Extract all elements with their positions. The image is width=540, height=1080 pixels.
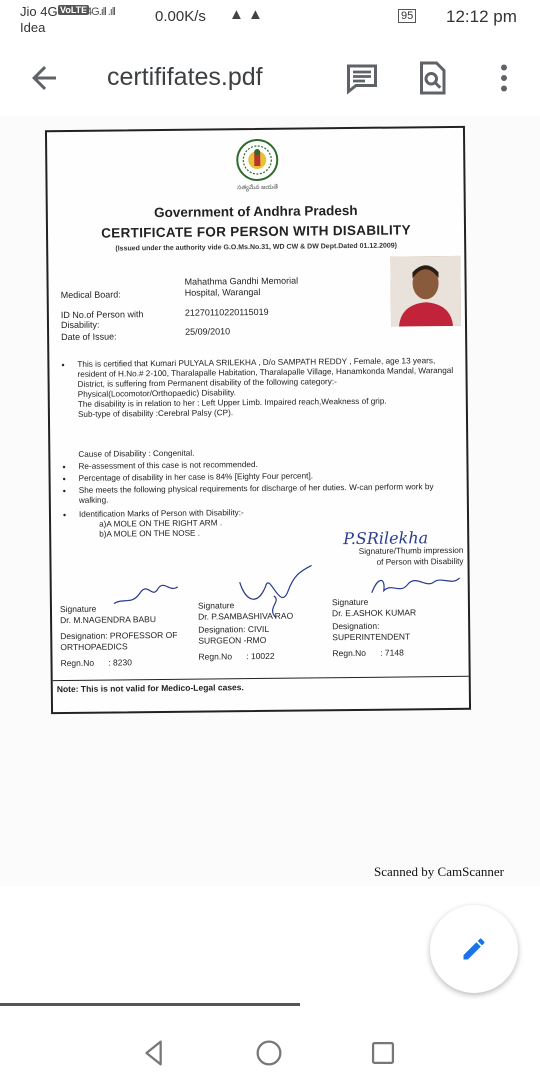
regn-value: : 8230 bbox=[108, 657, 132, 668]
regn-value: : 7148 bbox=[380, 647, 404, 658]
medical-board-value-2: Hospital, Warangal bbox=[184, 286, 261, 298]
pdf-viewer[interactable] bbox=[0, 116, 540, 906]
notes-button[interactable] bbox=[344, 60, 380, 96]
designation-line-2: SUPERINTENDENT bbox=[332, 631, 411, 643]
warning-icons: ▲ ▲ bbox=[229, 6, 263, 23]
medical-board-label: Medical Board: bbox=[60, 289, 121, 301]
certificate-frame bbox=[45, 126, 471, 714]
app-bar bbox=[0, 44, 540, 114]
percentage-item: • Percentage of disability in her case is 84% [Eighty Four percent]. bbox=[62, 471, 314, 485]
date-label: Date of Issue: bbox=[61, 331, 117, 343]
network-type: 4G bbox=[86, 6, 99, 18]
signatory-3 bbox=[332, 596, 417, 659]
designation: Designation: CIVIL bbox=[198, 623, 270, 635]
signature-label: Signature bbox=[59, 603, 97, 615]
camscanner-watermark: Scanned by CamScanner bbox=[374, 864, 504, 879]
doctor-name: Dr. P.SAMBASHIVA RAO bbox=[198, 610, 294, 622]
nav-back-button[interactable] bbox=[138, 1036, 172, 1070]
id-label-2: Disability: bbox=[60, 319, 100, 331]
medical-board-value-1: Mahathma Gandhi Memorial bbox=[184, 275, 299, 287]
doctor-name: Dr. M.NAGENDRA BABU bbox=[60, 614, 157, 626]
identification-marks-item: • Identification Marks of Person with Disability:- a)A MOLE ON THE RIGHT ARM . b)A MOLE ON THE NOSE . bbox=[62, 508, 244, 539]
back-button[interactable] bbox=[26, 60, 62, 96]
bullet-icon: • bbox=[62, 486, 66, 497]
notes-icon bbox=[344, 60, 380, 96]
regn-label: Regn.No bbox=[198, 651, 233, 662]
emblem-caption: సత్యమేవ జయతే bbox=[237, 184, 278, 192]
legal-note: Note: This is not valid for Medico-Legal cases. bbox=[56, 682, 244, 695]
nav-recents-icon bbox=[366, 1036, 400, 1070]
signatory-1 bbox=[60, 603, 178, 669]
designation: Designation: bbox=[332, 620, 380, 632]
bullet-icon: • bbox=[61, 360, 65, 371]
designation-line-2: SURGEON -RMO bbox=[198, 634, 267, 646]
clock: 12:12 pm bbox=[446, 7, 517, 26]
status-bar bbox=[0, 0, 540, 44]
id-label-1: ID No.of Person with bbox=[60, 309, 144, 321]
date-value: 25/09/2010 bbox=[185, 326, 231, 337]
reassessment-item: • Re-assessment of this case is not recommended. bbox=[62, 460, 258, 473]
person-photo bbox=[390, 256, 461, 327]
system-nav-bar bbox=[0, 1026, 540, 1080]
carrier-name-2: Idea bbox=[20, 20, 46, 35]
find-in-document-button[interactable] bbox=[414, 60, 450, 96]
more-vert-icon bbox=[486, 60, 522, 96]
patient-signature: P.SRilekha bbox=[343, 528, 429, 549]
physical-requirements-item: • She meets the following physical requirements for discharge of her duties. W-can perform work by walking. bbox=[62, 482, 434, 505]
doctor3-signature-scribble bbox=[370, 572, 462, 599]
regn-value: : 10022 bbox=[246, 650, 275, 662]
government-heading: Government of Andhra Pradesh bbox=[153, 202, 358, 221]
signature-label: Signature bbox=[331, 596, 369, 608]
battery-level: 95 bbox=[398, 9, 416, 23]
issued-under-text: (Issued under the authority vide G.O.Ms.No.31, WD CW & DW Dept.Dated 01.12.2009) bbox=[115, 242, 398, 253]
volte-badge: VoLTE bbox=[60, 5, 88, 15]
nav-recents-button[interactable] bbox=[366, 1036, 400, 1070]
nav-back-icon bbox=[138, 1036, 172, 1070]
document-title: certififates.pdf bbox=[107, 63, 263, 91]
signature-label: Signature bbox=[197, 600, 235, 611]
pencil-edit-icon bbox=[460, 935, 488, 963]
patient-signature-caption-1: Signature/Thumb impression bbox=[358, 545, 464, 556]
designation-line-2: ORTHOPAEDICS bbox=[60, 641, 128, 653]
carrier-name: Jio 4G bbox=[20, 4, 58, 19]
certification-paragraph: • This is certified that Kumari PULYALA SRILEKHA , D/o SAMPATH REDDY , Female, age 13 years, resident of H.No.# 2-100, Tharalapalle Habitation, Tharalapalle Village, Hanamkonda Mandal, Warangal District, is suffering from Permanent disability of the following category:- Physical(Locomotor/Orthopaedic) Disability. The disability is in relation to her : Left Upper Limb. Impaired reach,Weakness of grip. Sub-type of disability :Cerebral Palsy (CP). bbox=[61, 356, 454, 419]
bullet-icon: • bbox=[62, 510, 67, 521]
cause-text: Cause of Disability : Congenital. bbox=[78, 448, 195, 459]
regn-label: Regn.No bbox=[332, 647, 367, 659]
edit-fab-button[interactable] bbox=[430, 905, 518, 993]
signatory-2 bbox=[198, 600, 294, 663]
certificate-title: CERTIFICATE FOR PERSON WITH DISABILITY bbox=[101, 222, 411, 241]
network-speed: 0.00K/s bbox=[155, 8, 206, 25]
doctor-name: Dr. E.ASHOK KUMAR bbox=[331, 607, 417, 619]
patient-signature-caption-2: of Person with Disability bbox=[376, 556, 464, 567]
more-options-button[interactable] bbox=[486, 60, 522, 96]
bullet-icon: • bbox=[62, 474, 66, 485]
next-page-edge bbox=[0, 1003, 300, 1006]
id-value: 21270110220115019 bbox=[184, 306, 269, 318]
note-divider bbox=[53, 676, 469, 681]
pdf-page bbox=[0, 116, 540, 886]
nav-home-icon bbox=[252, 1036, 286, 1070]
designation: Designation: PROFESSOR OF bbox=[60, 629, 178, 642]
bullet-icon: • bbox=[62, 462, 66, 473]
nav-home-button[interactable] bbox=[252, 1036, 286, 1070]
ap-emblem-icon bbox=[235, 138, 279, 182]
back-arrow-icon bbox=[26, 60, 62, 96]
search-document-icon bbox=[414, 60, 450, 96]
signal-icon: 4G.ıll .ıll bbox=[86, 6, 115, 18]
regn-label: Regn.No bbox=[60, 657, 95, 669]
